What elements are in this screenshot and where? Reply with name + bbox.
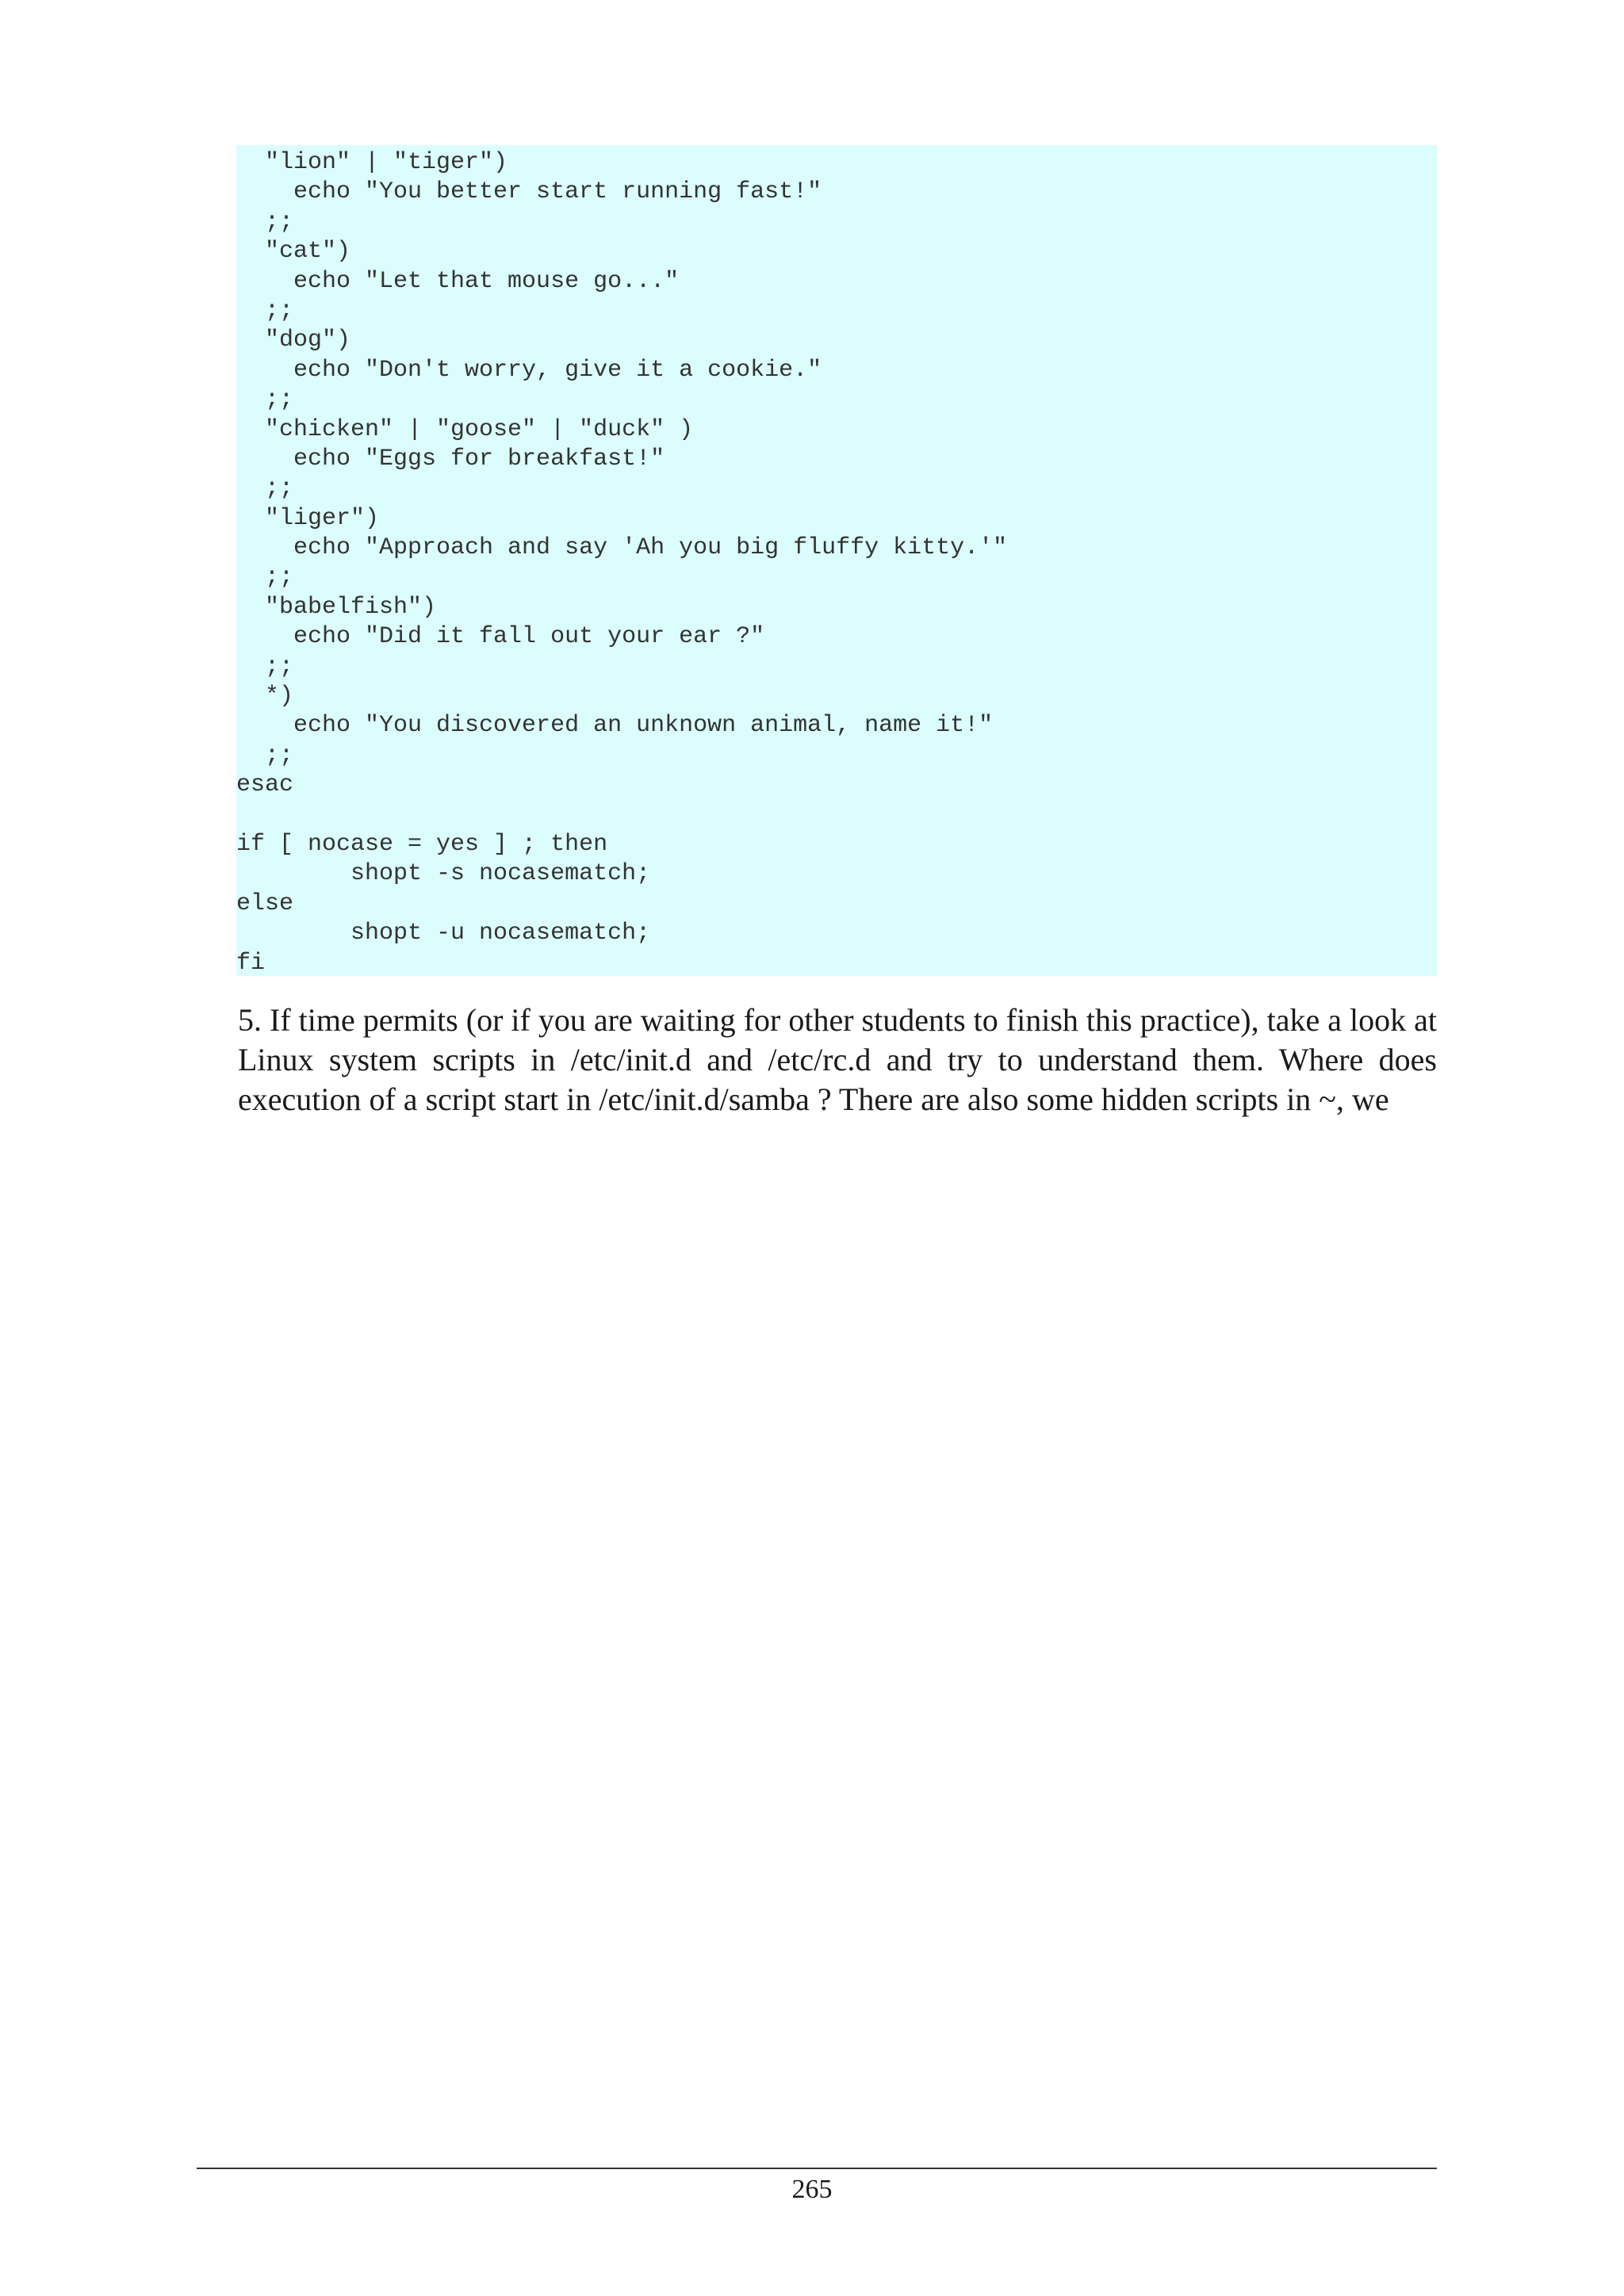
code-line: "chicken" | "goose" | "duck" ) [236,415,694,443]
code-line: ;; [236,652,294,680]
code-line: ;; [236,386,294,414]
code-line: ;; [236,297,294,324]
code-line [236,801,1437,830]
code-line: ;; [236,741,294,769]
code-line: "liger") [236,504,380,532]
code-line: "babelfish") [236,593,437,621]
footer-divider [197,2168,1437,2169]
code-line: "dog") [236,327,351,354]
code-line: if [ nocase = yes ] ; then [236,830,608,858]
code-line: echo "You better start running fast!" [236,178,822,206]
code-line: fi [236,949,266,977]
code-line: *) [236,683,294,710]
page-number: 265 [791,2175,833,2204]
code-line: echo "Did it fall out your ear ?" [236,623,765,651]
code-line: echo "Don't worry, give it a cookie." [236,356,822,384]
code-line: "cat") [236,238,351,266]
code-line: ;; [236,564,294,591]
code-block [236,145,1437,976]
code-line: else [236,890,294,917]
code-line: shopt -u nocasematch; [236,920,651,947]
code-line: echo "Approach and say 'Ah you big fluffy kitty.'" [236,534,1008,562]
code-line: echo "Eggs for breakfast!" [236,445,665,473]
code-line: echo "Let that mouse go..." [236,267,680,295]
code-line: echo "You discovered an unknown animal, name it!" [236,712,994,740]
code-line: esac [236,771,294,799]
code-line: ;; [236,208,294,235]
body-paragraph: 5. If time permits (or if you are waiting for other students to finish this practice), take a look at Linux system scripts in /etc/init.d and /etc/rc.d and try to understand them. Where does execution of a script start in /etc/init.d/samba ? There are also some hidden scripts in ~, we [238,1002,1437,1117]
code-line: ;; [236,475,294,503]
code-line: "lion" | "tiger") [236,149,508,176]
code-line: shopt -s nocasematch; [236,860,651,888]
